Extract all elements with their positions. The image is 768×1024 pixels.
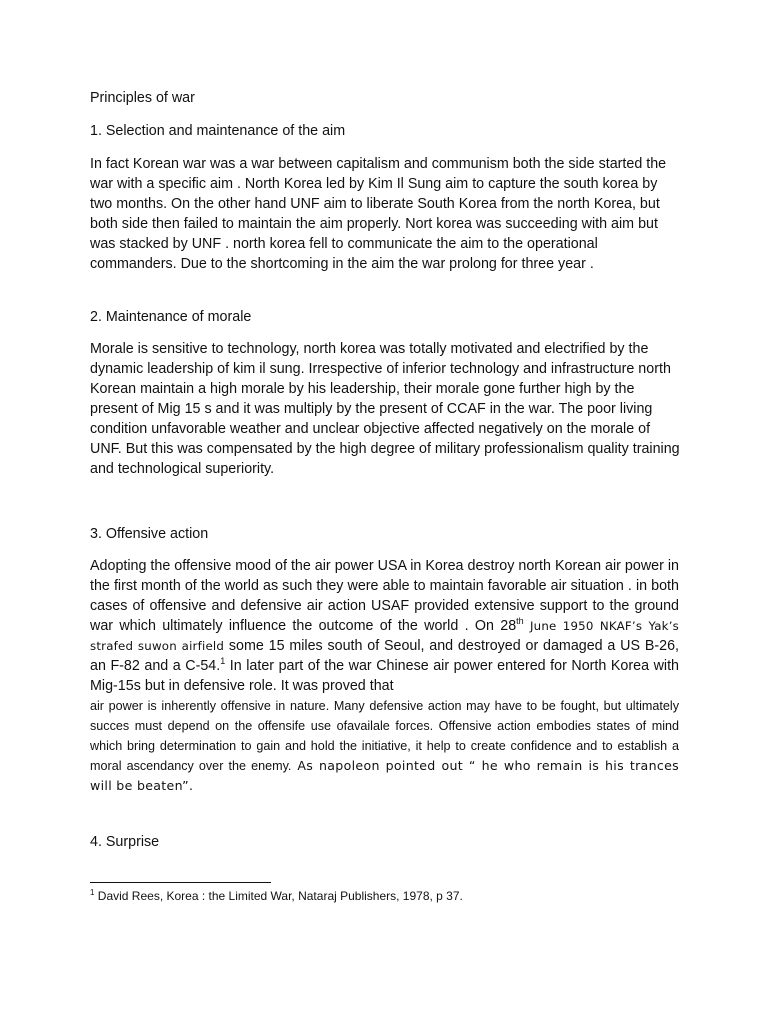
section-2-paragraph: Morale is sensitive to technology, north korea was totally motivated and electrified by the dynamic leadership of kim il sung. Irrespective of inferior technology and infrastructure north Korean maintain a high morale by his leadership, their morale gone further high by the present of Mig 15 s and it was multiply by the present of CCAF in the war. The poor living condition unfavorable weather and unclear objective affected negatively on the morale of UNF. But this was compensated by the high degree of military professionalism quality training and technological superiority. — [90, 341, 680, 477]
footnote-divider — [90, 882, 271, 883]
footnote-text: David Rees, Korea : the Limited War, Nataraj Publishers, 1978, p 37. — [94, 889, 463, 903]
section-1-paragraph: In fact Korean war was a war between capitalism and communism both the side started the war with a specific aim . North Korea led by Kim Il Sung aim to capture the south korea by two months. On the other hand UNF aim to liberate South Korea from the north Korea, but both side then failed to maintain the aim properly. Nort korea was succeeding with aim but was stacked by UNF . north korea fell to communicate the aim to the operational commanders. Due to the shortcoming in the aim the war prolong for three year . — [90, 156, 667, 272]
footnote-marker: 1 — [90, 888, 95, 897]
section-3-text-small: air power is inherently offensive in nature. Many defensive action may have to be fought, but ultimately succes must depend on the offensife use ofavailale forces. Offensive action embodies states of mind which bring determination to gain and hold the initiative, it help to create confidence and to establish a moral ascendancy over the enemy. — [90, 699, 679, 773]
section-3-heading: 3. Offensive action — [90, 526, 209, 542]
section-2-heading: 2. Maintenance of morale — [90, 309, 252, 325]
section-3-paragraph — [90, 556, 679, 796]
section-3-quote-date: June 1950 NKAF’s Yak’s strafed suwon airfield — [90, 619, 679, 653]
section-1-heading: 1. Selection and maintenance of the aim — [90, 123, 346, 139]
document-title: Principles of war — [90, 90, 195, 106]
section-3-napoleon-quote: As napoleon pointed out “ he who remain is his trances will be beaten”. — [90, 758, 679, 793]
section-3-text-b: some 15 miles south of Seoul, and destroyed or damaged a US B-26, an F-82 and a C-54. — [90, 638, 679, 674]
section-4-heading: 4. Surprise — [90, 834, 160, 850]
section-3-text-a: Adopting the offensive mood of the air power USA in Korea destroy north Korean air power in the first month of the world as such they were able to maintain favorable air situation . in both cases of offensive and defensive air action USAF provided extensive support to the ground war which ultimately influence the outcome of the world . On 28 — [90, 558, 679, 634]
ordinal-superscript: th — [516, 616, 524, 626]
footnote-reference: 1 — [220, 656, 226, 666]
section-3-text-c: In later part of the war Chinese air power entered for North Korea with Mig-15s but in defensive role. It was proved that — [90, 658, 680, 694]
footnote — [90, 888, 690, 904]
